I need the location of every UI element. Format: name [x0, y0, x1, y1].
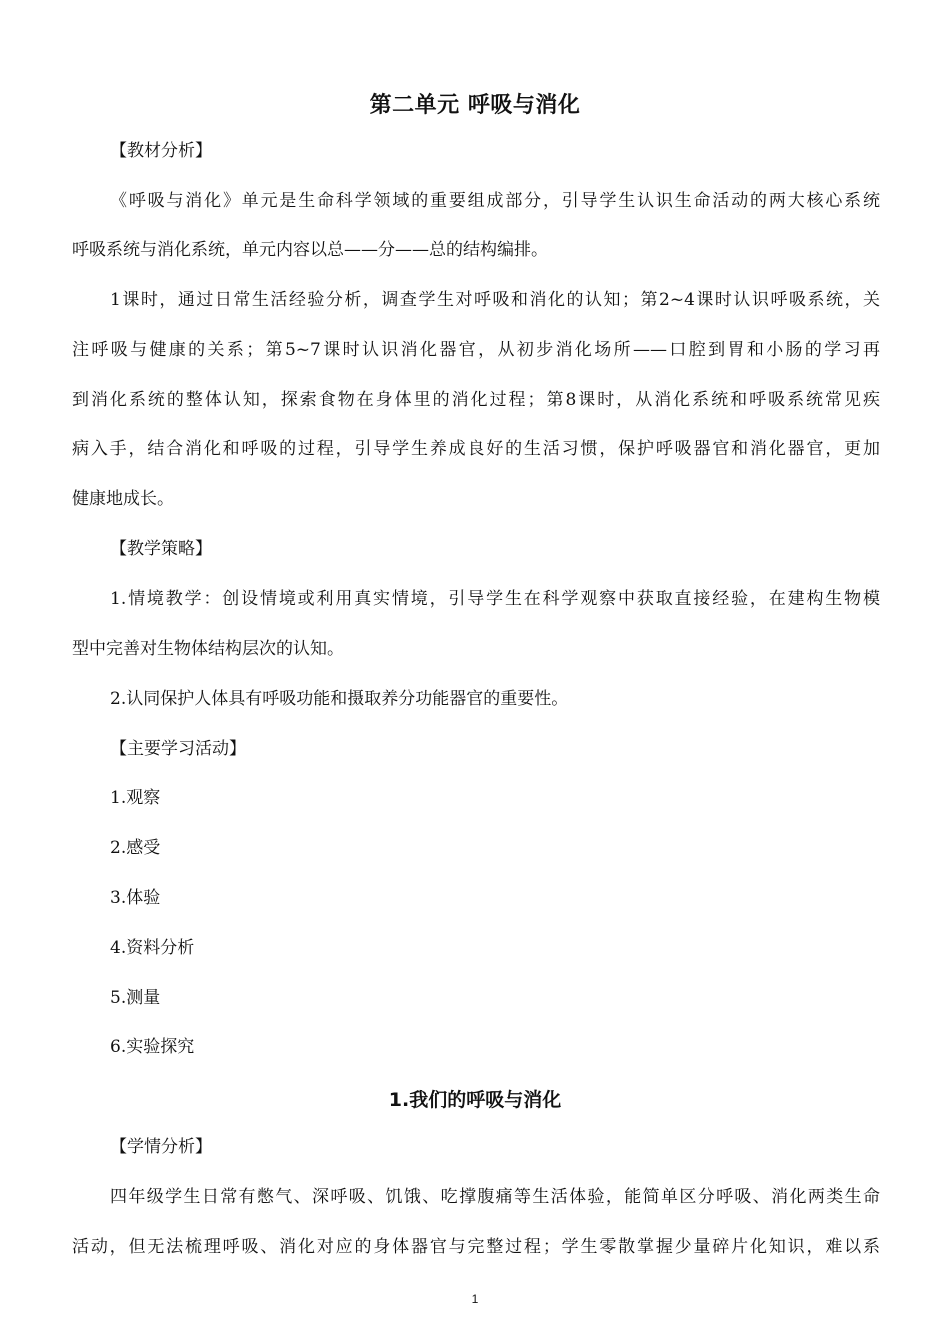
paragraph-line: 四年级学生日常有憋气、深呼吸、饥饿、吃撑腹痛等生活体验，能简单区分呼吸、消化两类生命 — [110, 1187, 880, 1207]
paragraph-line: 健康地成长。 — [72, 489, 174, 509]
paragraph-line: 《呼吸与消化》单元是生命科学领域的重要组成部分，引导学生认识生命活动的两大核心系统 — [110, 191, 880, 211]
list-item: 5.测量 — [110, 988, 161, 1008]
paragraph-line: 1课时，通过日常生活经验分析，调查学生对呼吸和消化的认知；第2~4课时认识呼吸系统，关 — [110, 290, 880, 310]
section-heading-learner: 【学情分析】 — [110, 1137, 212, 1157]
list-item: 3.体验 — [110, 888, 161, 908]
paragraph-line: 注呼吸与健康的关系；第5~7课时认识消化器官，从初步消化场所——口腔到胃和小肠的学习再 — [72, 340, 880, 360]
list-item: 1.观察 — [110, 788, 161, 808]
paragraph-line: 1.情境教学：创设情境或利用真实情境，引导学生在科学观察中获取直接经验，在建构生物模 — [110, 589, 880, 609]
paragraph-line: 到消化系统的整体认知，探索食物在身体里的消化过程；第8课时，从消化系统和呼吸系统常见疾 — [72, 390, 880, 410]
list-item: 6.实验探究 — [110, 1037, 195, 1057]
section-heading-strategy: 【教学策略】 — [110, 539, 212, 559]
paragraph-line: 活动，但无法梳理呼吸、消化对应的身体器官与完整过程；学生零散掌握少量碎片化知识，难以系 — [72, 1237, 880, 1257]
paragraph-line: 型中完善对生物体结构层次的认知。 — [72, 639, 344, 659]
list-item: 4.资料分析 — [110, 938, 195, 958]
paragraph-line: 呼吸系统与消化系统，单元内容以总——分——总的结构编排。 — [72, 240, 548, 260]
page-number: 1 — [471, 1292, 479, 1306]
paragraph-line: 2.认同保护人体具有呼吸功能和摄取养分功能器官的重要性。 — [110, 689, 569, 709]
lesson-title: 1.我们的呼吸与消化 — [388, 1089, 562, 1111]
paragraph-line: 病入手，结合消化和呼吸的过程，引导学生养成良好的生活习惯，保护呼吸器官和消化器官，更加 — [72, 439, 880, 459]
section-heading-activities: 【主要学习活动】 — [110, 739, 246, 759]
list-item: 2.感受 — [110, 838, 161, 858]
unit-title: 第二单元 呼吸与消化 — [369, 93, 581, 118]
section-heading-textbook: 【教材分析】 — [110, 141, 212, 161]
